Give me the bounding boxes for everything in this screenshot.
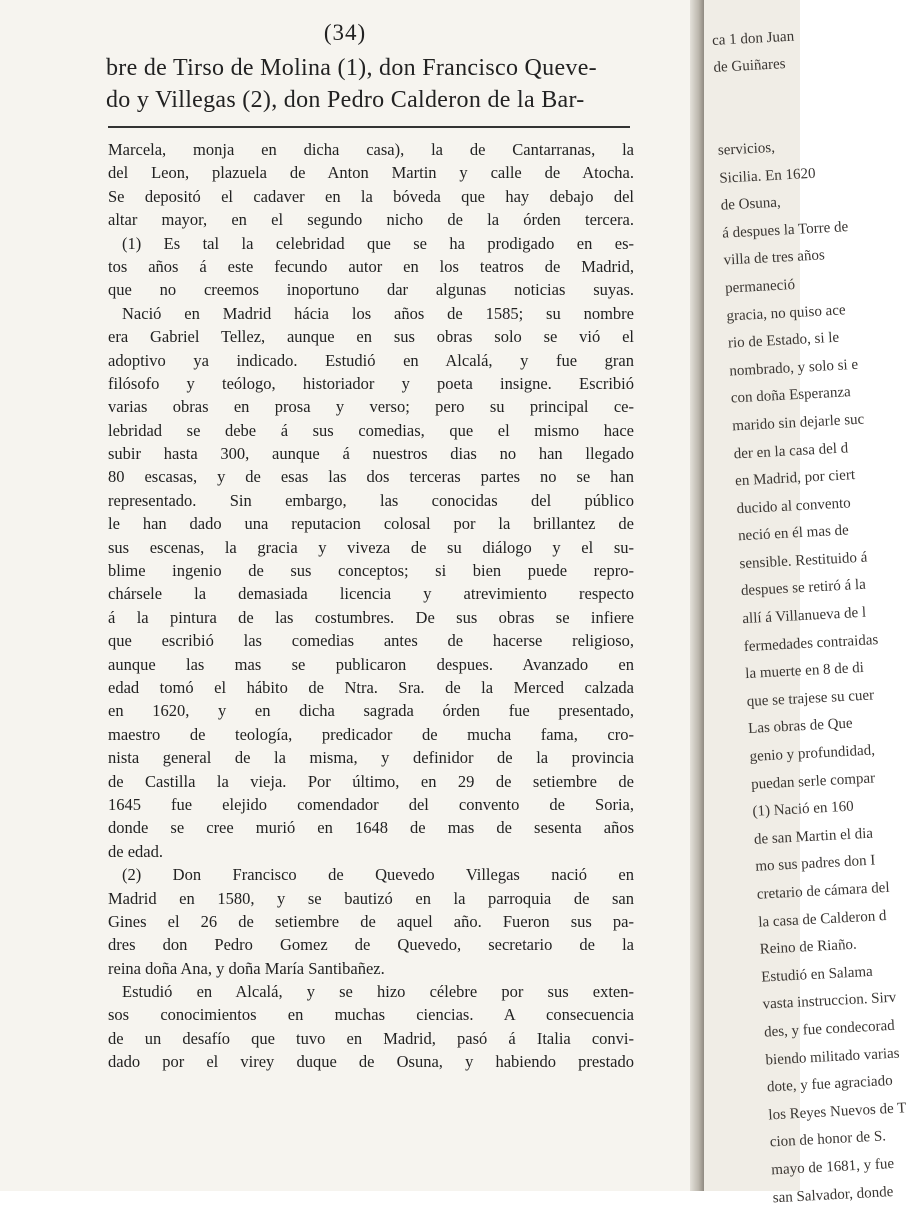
facing-page-line: de san Martin el dia	[753, 825, 874, 848]
facing-page-line: der en la casa del d	[733, 439, 849, 462]
main-text	[106, 52, 646, 116]
facing-page-line: que se trajese su cuer	[746, 687, 875, 710]
book-gutter	[690, 0, 704, 1191]
facing-page-line: los Reyes Nuevos de T	[768, 1100, 907, 1124]
footnotes	[108, 138, 634, 1074]
footnote-line: 1645 fue elejido comendador del convento de Soria,	[108, 794, 634, 814]
main-text-line: do y Villegas (2), don Pedro Calderon de la Bar-	[106, 87, 585, 113]
facing-page-line: gracia, no quiso ace	[726, 301, 846, 325]
facing-page-line: (1) Nació en 160	[752, 798, 855, 821]
facing-page-line: ca 1 don Juan	[711, 28, 795, 49]
facing-page-line: cretario de cámara del	[756, 879, 890, 903]
facing-page-line: biendo militado varias	[765, 1045, 900, 1069]
footnote-line: de edad.	[108, 841, 163, 861]
facing-page-line: villa de tres años	[723, 247, 826, 269]
facing-page-line: la muerte en 8 de di	[744, 660, 865, 683]
footnote-line: del Leon, plazuela de Anton Martin y calle de Atocha.	[108, 163, 634, 183]
facing-page-line: rio de Estado, si le	[727, 329, 840, 352]
footnote-line: de un desafío que tuvo en Madrid, pasó á Italia convi-	[108, 1028, 634, 1048]
facing-page-line: Estudió en Salama	[760, 963, 874, 986]
footnote-separator-rule	[108, 126, 630, 128]
facing-page-line: genio y profundidad,	[749, 742, 876, 765]
facing-page-line: vasta instruccion. Sirv	[762, 990, 897, 1013]
facing-page-line: sensible. Restituido á	[739, 549, 868, 573]
footnote-line: altar mayor, en el segundo nicho de la órden tercera.	[108, 210, 634, 230]
footnote-line: Estudió en Alcalá, y se hizo célebre por sus exten-	[122, 982, 634, 1002]
footnote-line: Gines el 26 de setiembre de aquel año. Fueron sus pa-	[108, 911, 634, 931]
footnote-line: dado por el virey duque de Osuna, y habiendo prestado	[108, 1052, 634, 1072]
facing-page-line: allí á Villanueva de l	[742, 604, 867, 628]
footnote-line: donde se cree murió en 1648 de mas de sesenta años	[108, 818, 634, 838]
footnote-line: lebridad se debe á sus comedias, que el mismo hace	[108, 420, 634, 440]
footnote-line: Se depositó el cadaver en la bóveda que hay debajo del	[108, 186, 634, 206]
main-text-line: bre de Tirso de Molina (1), don Francisco Queve-	[106, 55, 597, 81]
footnote-line: nista general de la misma, y definidor de la provincia	[108, 748, 634, 768]
footnote-line: que no creemos inoportuno dar algunas noticias suyas.	[108, 280, 634, 300]
footnote-line: (2) Don Francisco de Quevedo Villegas nació en	[122, 865, 634, 885]
facing-page-line: la casa de Calderon d	[757, 907, 887, 931]
facing-page-line: ducido al convento	[736, 495, 852, 517]
footnote-line: de Castilla la vieja. Por último, en 29 de setiembre de	[108, 771, 634, 791]
footnote-line: sos conocimientos en muchas ciencias. A consecuencia	[108, 1005, 634, 1025]
facing-page-line: Sicilia. En 1620	[718, 165, 816, 187]
footnote-line: edad tomó el hábito de Ntra. Sra. de la Merced calzada	[108, 677, 634, 697]
facing-page-line: mo sus padres don I	[755, 852, 876, 876]
footnote-line: representado. Sin embargo, las conocidas del público	[108, 490, 634, 510]
facing-page-line: fermedades contraidas	[743, 631, 879, 655]
footnote-line: chársele la demasiada licencia y atrevimiento respecto	[108, 584, 634, 604]
footnote-line: Marcela, monja en dicha casa), la de Cantarranas, la	[108, 140, 634, 159]
footnote-line: Madrid en 1580, y se bautizó en la parroquia de san	[108, 888, 634, 908]
footnote-line: sus escenas, la gracia y viveza de su diálogo y el su-	[108, 537, 634, 557]
footnote-line: blime ingenio de sus conceptos; si bien puede repro-	[108, 561, 634, 581]
footnote-line: le han dado una reputacion colosal por la brillantez de	[108, 514, 634, 534]
facing-page-line: puedan serle compar	[750, 770, 876, 793]
facing-page-line: permaneció	[724, 276, 796, 297]
facing-page-line: neció en él mas de	[737, 522, 850, 545]
facing-page-line: dote, y fue agraciado	[766, 1073, 894, 1096]
facing-page-text	[710, 0, 907, 1212]
page-number: (34)	[323, 20, 367, 45]
facing-page-line: de Guiñares	[713, 56, 786, 77]
footnote-line: Nació en Madrid hácia los años de 1585; su nombre	[122, 303, 634, 323]
facing-page-line: servicios,	[717, 139, 776, 159]
footnote-line: que escribió las comedias antes de hacerse religioso,	[108, 631, 634, 651]
footnote-line: tos años á este fecundo autor en los teatros de Madrid,	[108, 256, 634, 276]
footnote-line: en 1620, y en dicha sagrada órden fue presentado,	[108, 701, 634, 721]
footnote-line: varias obras en prosa y verso; pero su principal ce-	[108, 397, 634, 417]
facing-page-line: Reino de Riaño.	[759, 936, 858, 958]
footnote-line: adoptivo ya indicado. Estudió en Alcalá, y fue gran	[108, 350, 634, 370]
footnote-line: 80 escasas, y de esas las dos terceras partes no se han	[108, 467, 634, 487]
footnote-line: maestro de teología, predicador de mucha fama, cro-	[108, 724, 634, 744]
footnote-line: (1) Es tal la celebridad que se ha prodigado en es-	[122, 233, 634, 253]
facing-page-edge	[704, 0, 907, 1206]
facing-page-line: san Salvador, donde	[772, 1183, 894, 1206]
footnote-line: subir hasta 300, aunque á nuestros dias no han llegado	[108, 444, 634, 464]
footnote-line: era Gabriel Tellez, aunque en sus obras solo se vió el	[108, 327, 634, 347]
facing-page-line: nombrado, y solo si e	[729, 356, 859, 380]
facing-page-line: cion de honor de S.	[769, 1128, 887, 1151]
footnote-line: reina doña Ana, y doña María Santibañez.	[108, 958, 385, 978]
facing-page-line: mayo de 1681, y fue	[770, 1155, 895, 1179]
footnote-line: á la pintura de las costumbres. De sus obras se infiere	[108, 607, 634, 627]
facing-page-line: des, y fue condecorad	[763, 1017, 896, 1041]
facing-page-line: Las obras de Que	[747, 715, 854, 738]
facing-page-line: de Osuna,	[720, 194, 782, 214]
footnote-line: filósofo y teólogo, historiador y poeta insigne. Escribió	[108, 373, 634, 393]
facing-page-line: despues se retiró á la	[740, 577, 867, 600]
facing-page-line: marido sin dejarle suc	[731, 411, 865, 435]
facing-page-line: á despues la Torre de	[721, 218, 849, 242]
facing-page-line: con doña Esperanza	[730, 384, 852, 407]
footnote-line: dres don Pedro Gomez de Quevedo, secretario de la	[108, 935, 634, 955]
footnote-line: aunque las mas se publicaron despues. Avanzado en	[108, 654, 634, 674]
facing-page-line: en Madrid, por ciert	[734, 467, 856, 490]
